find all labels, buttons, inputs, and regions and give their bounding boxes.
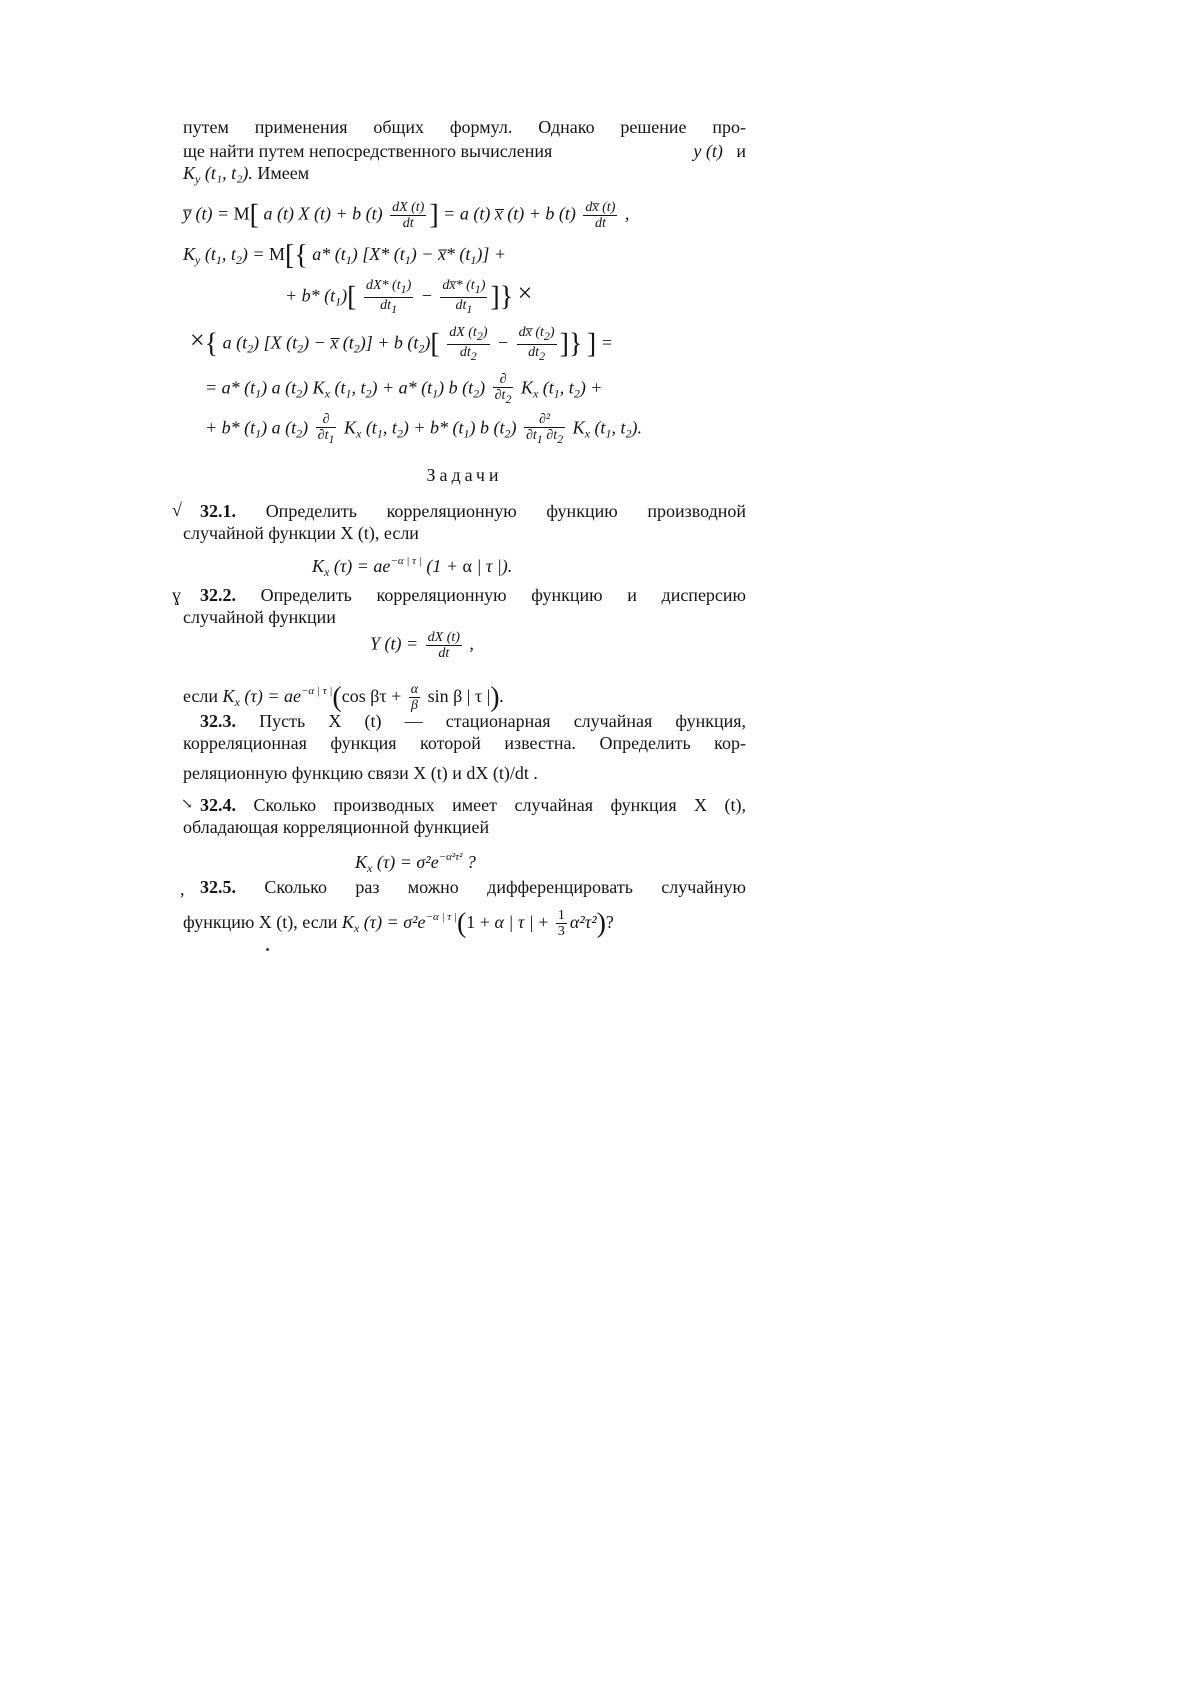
problem-32-3-line-3: реляционную функцию связи X (t) и dX (t)/dt . [183,763,538,783]
intro-expr-y: y (t) и [693,141,746,161]
problem-32-2-condition: если $K_x$ $(\tau) = ae^{-\alpha | \tau |}(\cos$ βτ + $\frac{\alpha}{\beta}$ sin β | τ |). [183,682,505,714]
problem-number: 32.1. [200,501,236,521]
intro-text-1: путем применения общих формул. Однако решение про- [183,117,746,137]
margin-mark-icon: ↘ [181,797,193,812]
problem-32-1-formula: $K_x$ $(\tau) = ae^{-\alpha | \tau |}$ (1 + α | τ |). [312,555,513,579]
formula-mean: y̅ (t) = M[ a (t) X (t) + b (t) $\frac{dX (t)}{dt}$ ] = a (t) x̅ (t) + b (t) $\frac{dx̅ (t)}{dt}$ , [183,199,630,231]
problem-32-4-line-2: обладающая корреляционной функцией [183,817,490,837]
margin-mark-icon: ɣ [172,585,181,605]
intro-line-1 [183,116,746,138]
problem-32-2-formula: Y (t) = $\frac{dX (t)}{dt}$ , [370,630,474,661]
problem-32-5-line-2: функцию X (t), если $K_x$ $(\tau) = \sigma^2e^{-\alpha | \tau |}(1 + \alpha$ | τ | + $\frac{1}{3}$ α²τ²)? [183,908,614,940]
problem-number: 32.2. [200,585,236,605]
problem-number: 32.3. [200,711,236,731]
problem-32-2-line-2: случайной функции [183,607,336,627]
intro-line-2 [183,140,746,162]
problem-32-3-line-2: корреляционная функция которой известна. Определить кор- [183,733,746,753]
formula-corr-line-5: + b* $(t_1)$ a $(t_2)$ $\frac{\partial}{\partial t1}$ $K_x$ ($t_1$, $t_2) + b*$ $(t_1)$ b $(t_2)$ $\frac{\text{∂²}}{\partial t1 \partial t2}$ $K_x$ ($t_1$, $t_2$). [205,412,642,446]
intro-text-2: ще найти путем непосредственного вычисления [183,141,553,161]
problem-number: 32.5. [200,877,236,897]
problem-number: 32.4. [200,795,236,815]
formula-corr-line-1: $K_y$ ($t_1$, $t_2) = M$[{ a* $(t_1)$ [X* $(t_1)$ − x̅* $(t_1)$] + [183,240,507,271]
problem-32-1-line-2: случайной функции X (t), если [183,523,419,543]
section-heading: Задачи [426,465,503,485]
formula-corr-line-3: ×{ a $(t_2)$ [X $(t_2)$ − x̅ $(t_2)] + b$ $(t_2)$[ $\frac{dX (t2)}{dt2}$ − $\frac{dx̅ (t2)}{dt2}$ ]} ] = [190,325,613,363]
margin-mark-icon: , [180,879,185,899]
problem-32-4-line-1: 32.4. Сколько производных имеет случайная функция X (t), [200,795,746,815]
problem-32-5-line-1: 32.5. Сколько раз можно дифференцировать случайную [200,877,746,897]
intro-line-3: $K_y$ (t₁, t₂). Имеем [183,163,310,186]
scan-speck [266,948,269,951]
intro-text-3: Имеем [257,163,310,183]
problem-32-3-line-1: 32.3. Пусть X (t) — стационарная случайная функция, [200,711,747,731]
problem-32-4-formula: $K_x$ $(\tau) = \sigma^2e^{-\alpha^2\tau^2}$ ? [355,851,476,875]
problem-32-2-line-1: 32.2. Определить корреляционную функцию и дисперсию [200,585,747,605]
formula-corr-line-4: = a* $(t_1)$ a $(t_2)$ $K_x$ ($t_1$, $t_2) + a*$ $(t_1)$ b $(t_2)$ $\frac{\partial}{\partial t2}$ $K_x$ ($t_1$, $t_2$) + [205,372,603,406]
problem-32-1-line-1: 32.1. Определить корреляционную функцию производной [200,501,746,521]
formula-corr-line-2: + b* $(t_1)$[ $\frac{dX* (t1)}{dt1}$ − $\frac{dx̅* (t1)}{dt1}$ ]} × [285,278,533,316]
ky-args: (t₁, t₂). [204,163,253,183]
check-mark-icon: √ [172,500,182,520]
ky-symbol: K [183,163,196,183]
